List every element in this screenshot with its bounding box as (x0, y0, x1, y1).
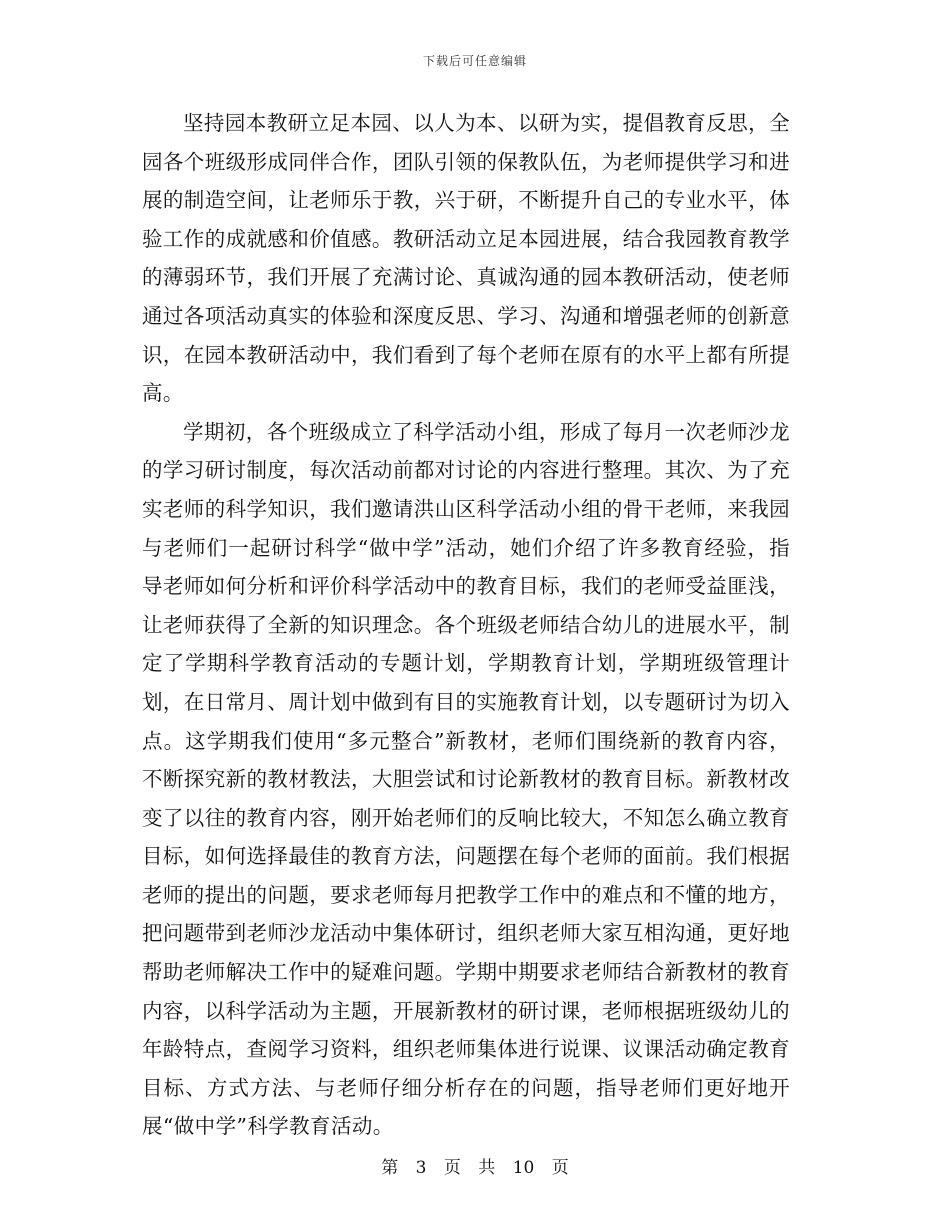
paragraph-2: 学期初，各个班级成立了科学活动小组，形成了每月一次老师沙龙的学习研讨制度，每次活动前都对讨论的内容进行整理。其次、为了充实老师的科学知识，我们邀请洪山区科学活动小组的骨干老师，来我园与老师们一起研讨科学“做中学”活动，她们介绍了许多教育经验，指导老师如何分析和评价科学活动中的教育目标，我们的老师受益匪浅，让老师获得了全新的知识理念。各个班级老师结合幼儿的进展水平，制定了学期科学教育活动的专题计划，学期教育计划，学期班级管理计划，在日常月、周计划中做到有目的实施教育计划，以专题研讨为切入点。这学期我们使用“多元整合”新教材，老师们围绕新的教育内容，不断探究新的教材教法，大胆尝试和讨论新教材的教育目标。新教材改变了以往的教育内容，刚开始老师们的反响比较大，不知怎么确立教育目标，如何选择最佳的教育方法，问题摆在每个老师的面前。我们根据老师的提出的问题，要求老师每月把教学工作中的难点和不懂的地方，把问题带到老师沙龙活动中集体研讨，组织老师大家互相沟通，更好地帮助老师解决工作中的疑难问题。学期中期要求老师结合新教材的教育内容，以科学活动为主题，开展新教材的研讨课，老师根据班级幼儿的年龄特点，查阅学习资料，组织老师集体进行说课、议课活动确定教育目标、方式方法、与老师仔细分析存在的问题，指导老师们更好地开展“做中学”科学教育活动。 (142, 419, 790, 1139)
current-page-number: 3 (415, 1158, 427, 1178)
page-footer (0, 1153, 950, 1178)
paragraph-1: 坚持园本教研立足本园、以人为本、以研为实，提倡教育反思，全园各个班级形成同伴合作，团队引领的保教队伍，为老师提供学习和进展的制造空间，让老师乐于教，兴于研，不断提升自己的专业水平，体验工作的成就感和价值感。教研活动立足本园进展，结合我园教育教学的薄弱环节，我们开展了充满讨论、真诚沟通的园本教研活动，使老师通过各项活动真实的体验和深度反思、学习、沟通和增强老师的创新意识，在园本教研活动中，我们看到了每个老师在原有的水平上都有所提高。 (142, 111, 790, 406)
document-body (142, 104, 790, 1146)
page-label-suffix: 页 (551, 1158, 569, 1178)
total-pages-number: 10 (512, 1158, 535, 1178)
page-header (0, 52, 950, 69)
page-label-mid1: 页 (443, 1158, 461, 1178)
header-note: 下载后可任意编辑 (422, 54, 527, 68)
page-label-mid2: 共 (478, 1158, 496, 1178)
page-label-prefix: 第 (381, 1158, 399, 1178)
